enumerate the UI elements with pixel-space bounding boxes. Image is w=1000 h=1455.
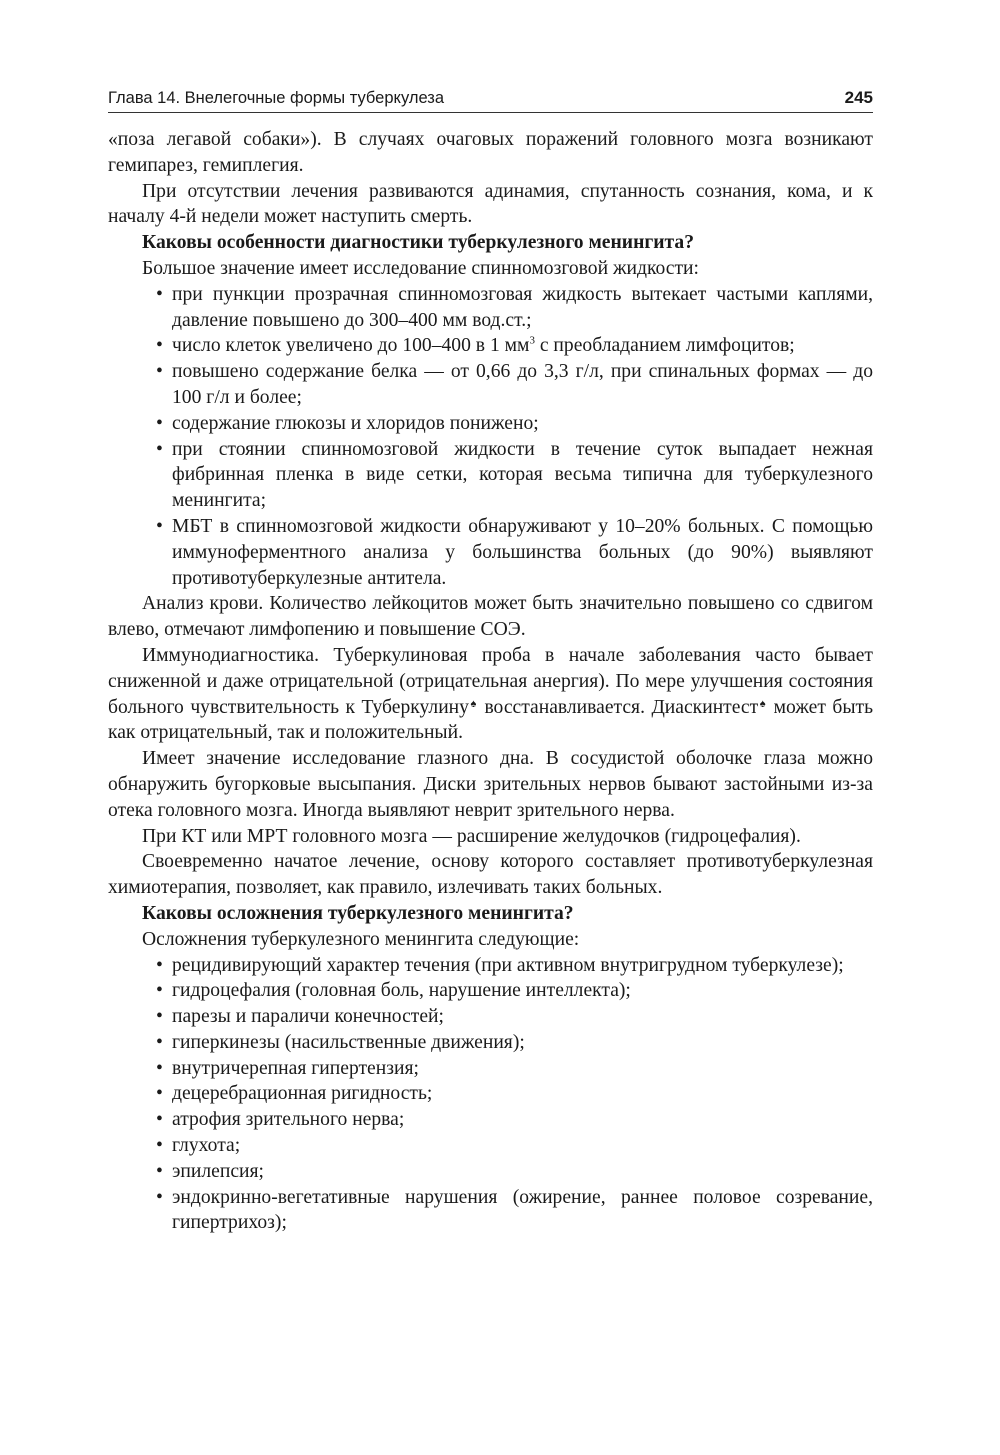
paragraph-text: может быть как отрицательный, так и положительный. bbox=[108, 696, 874, 744]
complications-list bbox=[108, 953, 873, 1237]
list-item: • глухота; bbox=[172, 1133, 873, 1159]
diagnostics-list bbox=[108, 282, 873, 592]
list-item-text: число клеток увеличено до 100–400 в 1 мм bbox=[172, 335, 530, 357]
paragraph-fundus: Имеет значение исследование глазного дна. В сосудистой оболочке глаза можно обнаружить бугорковые высыпания. Диски зрительных нервов бывают застойными из-за отека головного мозга. Иногда выявляют неврит зрительного нерва. bbox=[108, 748, 873, 821]
list-item: • при стоянии спинномозговой жидкости в течение суток выпадает нежная фибринная пленка в виде сетки, которая весьма типична для туберкулезного менингита; bbox=[172, 437, 873, 514]
paragraph-continuation: «поза легавой собаки»). В случаях очаговых поражений головного мозга возникают гемипарез, гемиплегия. bbox=[108, 129, 873, 176]
running-header bbox=[108, 88, 873, 113]
spade-mark-icon: ♠ bbox=[758, 697, 768, 710]
list-item: • эндокринно-вегетативные нарушения (ожирение, раннее половое созревание, гипертрихоз); bbox=[172, 1185, 873, 1237]
list-item: • атрофия зрительного нерва; bbox=[172, 1107, 873, 1133]
list-item: • парезы и параличи конечностей; bbox=[172, 1004, 873, 1030]
list-item: • повышено содержание белка — от 0,66 до 3,3 г/л, при спинальных формах — до 100 г/л и более; bbox=[172, 359, 873, 411]
paragraph-complications-intro: Осложнения туберкулезного менингита следующие: bbox=[142, 928, 580, 950]
list-item: • содержание глюкозы и хлоридов понижено; bbox=[172, 411, 873, 437]
superscript: 3 bbox=[529, 334, 535, 347]
paragraph-treatment: Своевременно начатое лечение, основу которого составляет противотуберкулезная химиотерапия, позволяет, как правило, излечивать таких больных. bbox=[108, 851, 873, 899]
list-item: • рецидивирующий характер течения (при активном внутригрудном туберкулезе); bbox=[172, 953, 873, 979]
page-number: 245 bbox=[844, 88, 873, 107]
list-item bbox=[172, 333, 873, 359]
paragraph-ct-mri: При КТ или МРТ головного мозга — расширение желудочков (гидроцефалия). bbox=[142, 825, 801, 847]
paragraph-blood-analysis: Анализ крови. Количество лейкоцитов может быть значительно повышено со сдвигом влево, отмечают лимфопению и повышение СОЭ. bbox=[108, 593, 873, 641]
paragraph-text: восстанавливается. Диаскинтест bbox=[477, 696, 759, 718]
list-item-text: с преобладанием лимфоцитов; bbox=[534, 335, 795, 357]
chapter-title: Глава 14. Внелегочные формы туберкулеза bbox=[108, 89, 445, 107]
book-page bbox=[108, 88, 873, 1236]
list-item: • при пункции прозрачная спинномозговая жидкость вытекает частыми каплями, давление повышено до 300–400 мм вод.ст.; bbox=[172, 282, 873, 334]
heading-complications: Каковы осложнения туберкулезного менингита? bbox=[142, 902, 574, 924]
paragraph-csf-intro: Большое значение имеет исследование спинномозговой жидкости: bbox=[142, 257, 699, 279]
list-item: • МБТ в спинномозговой жидкости обнаруживают у 10–20% больных. С помощью иммуноферментного анализа у большинства больных (до 90%) выявляют противотуберкулезные антитела. bbox=[172, 514, 873, 591]
list-item: • децеребрационная ригидность; bbox=[172, 1081, 873, 1107]
paragraph-immunodiagnostics bbox=[108, 643, 873, 746]
list-item: • гиперкинезы (насильственные движения); bbox=[172, 1030, 873, 1056]
spade-mark-icon: ♠ bbox=[468, 697, 478, 710]
list-item: • внутричерепная гипертензия; bbox=[172, 1056, 873, 1082]
list-item: • гидроцефалия (головная боль, нарушение интеллекта); bbox=[172, 978, 873, 1004]
list-item: • эпилепсия; bbox=[172, 1159, 873, 1185]
paragraph-untreated-course: При отсутствии лечения развиваются адинамия, спутанность сознания, кома, и к началу 4-й недели может наступить смерть. bbox=[108, 180, 873, 228]
paragraph-text: Иммунодиагностика. Туберкулиновая проба в начале заболевания часто бывает сниженной и даже отрицательной (отрицательная анергия). По мере улучшения состояния больного чувствительность к Туберкулину bbox=[108, 644, 873, 718]
heading-diagnostics: Каковы особенности диагностики туберкулезного менингита? bbox=[142, 232, 695, 254]
